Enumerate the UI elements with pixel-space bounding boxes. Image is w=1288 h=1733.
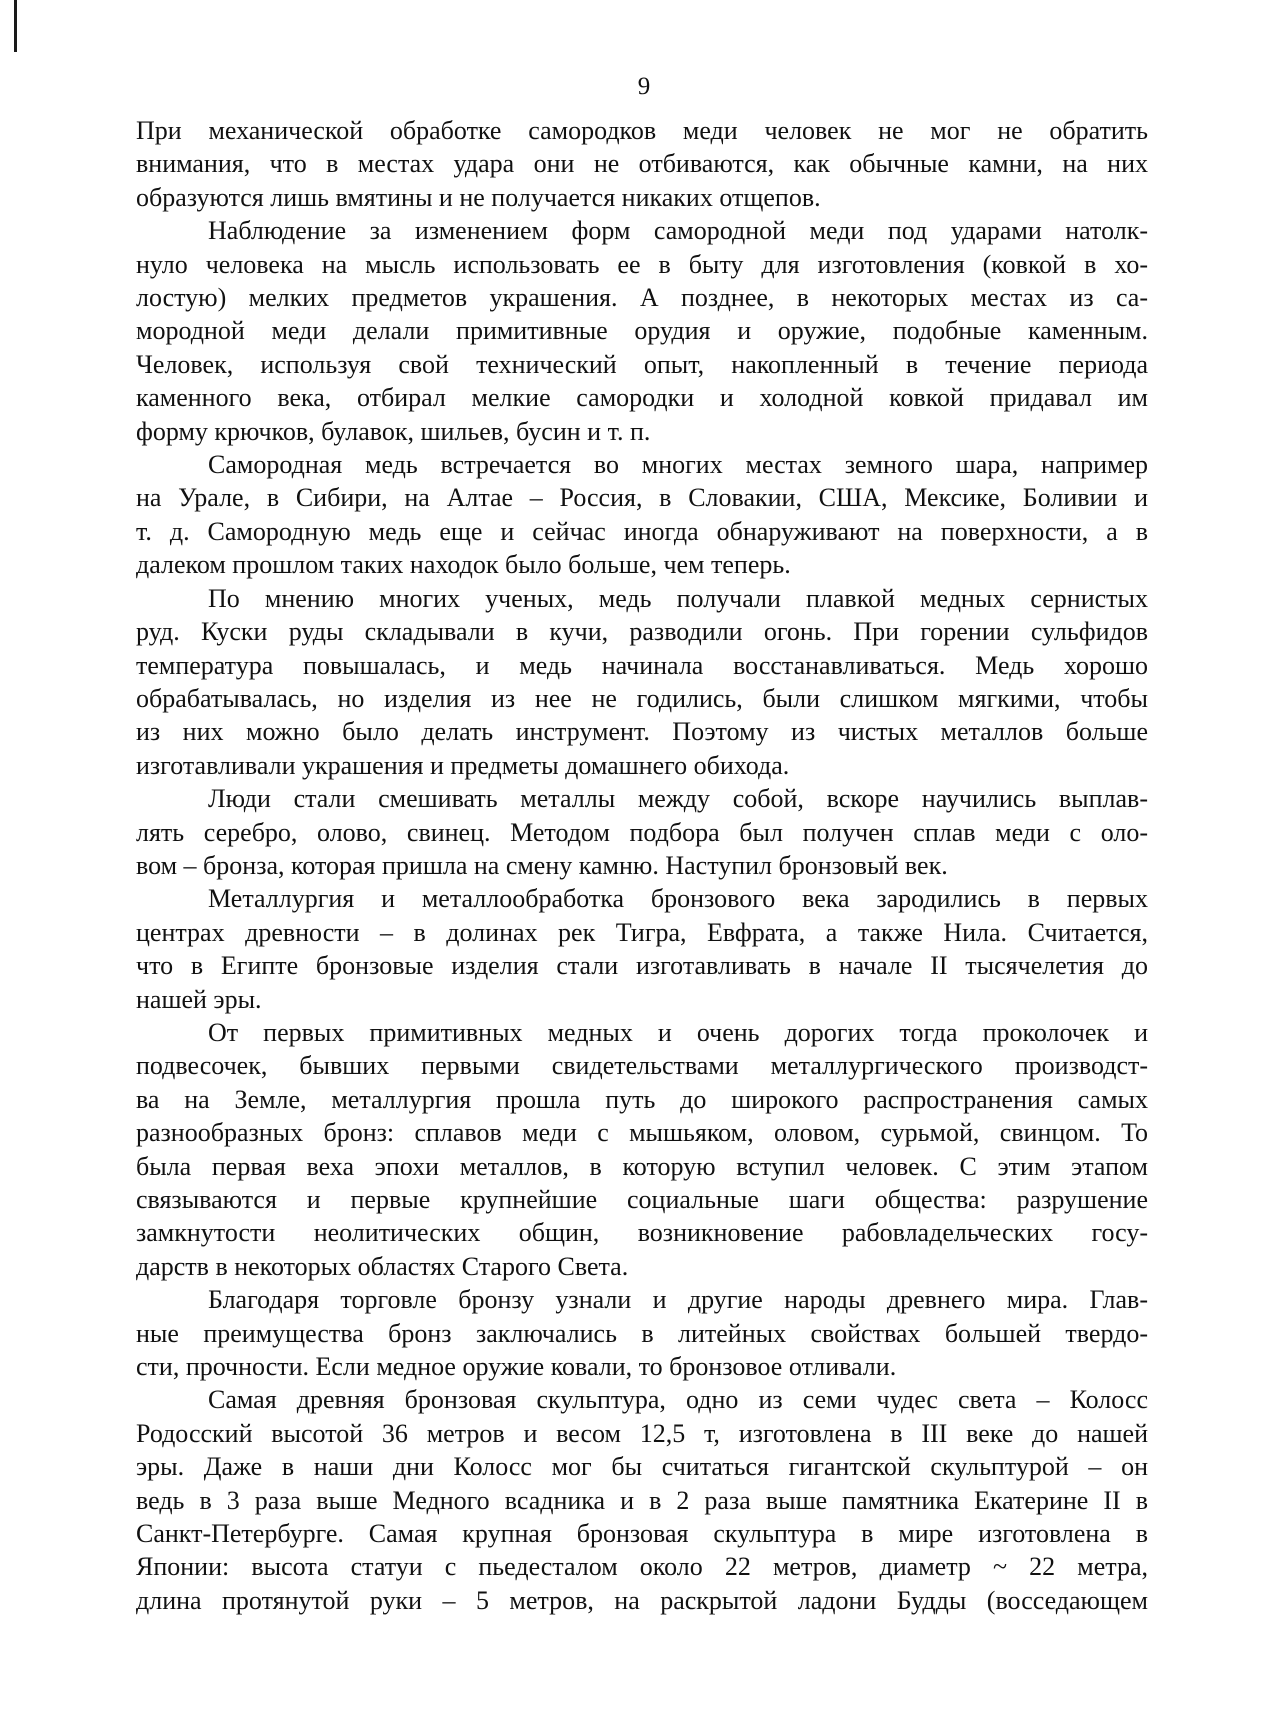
text-line: обрабатывалась, но изделия из нее не годились, были слишком мягкими, чтобы bbox=[136, 683, 1148, 713]
text-line: лять серебро, олово, свинец. Методом подбора был получен сплав меди с оло- bbox=[136, 817, 1148, 847]
text-line: Металлургия и металлообработка бронзового века зародились в первых bbox=[208, 884, 1148, 914]
text-line: нуло человека на мысль использовать ее в быту для изготовления (ковкой в хо- bbox=[136, 249, 1148, 279]
paragraph bbox=[136, 882, 1148, 1016]
text-line: По мнению многих ученых, медь получали плавкой медных сернистых bbox=[208, 583, 1148, 613]
text-line: изготавливали украшения и предметы домашнего обихода. bbox=[136, 750, 790, 780]
text-line: мородной меди делали примитивные орудия и оружие, подобные каменным. bbox=[136, 316, 1148, 346]
text-line: Люди стали смешивать металлы между собой, вскоре научились выплав- bbox=[208, 784, 1148, 814]
text-line: ведь в 3 раза выше Медного всадника и в 2 раза выше памятника Екатерине II в bbox=[136, 1485, 1148, 1515]
text-line: руд. Куски руды складывали в кучи, разводили огонь. При горении сульфидов bbox=[136, 617, 1148, 647]
text-line: Благодаря торговле бронзу узнали и другие народы древнего мира. Глав- bbox=[208, 1285, 1148, 1315]
text-line: дарств в некоторых областях Старого Света. bbox=[136, 1251, 629, 1281]
text-line: длина протянутой руки – 5 метров, на раскрытой ладони Будды (восседающем bbox=[136, 1585, 1148, 1615]
paragraph bbox=[136, 1283, 1148, 1383]
text-line: центрах древности – в долинах рек Тигра, Евфрата, а также Нила. Считается, bbox=[136, 917, 1148, 947]
paragraph bbox=[136, 1016, 1148, 1283]
text-line: на Урале, в Сибири, на Алтае – Россия, в Словакии, США, Мексике, Боливии и bbox=[136, 483, 1148, 513]
text-line: сти, прочности. Если медное оружие ковали, то бронзовое отливали. bbox=[136, 1352, 897, 1382]
paragraph bbox=[136, 214, 1148, 448]
text-line: далеком прошлом таких находок было больше, чем теперь. bbox=[136, 550, 791, 580]
text-line: разнообразных бронз: сплавов меди с мышьяком, оловом, сурьмой, свинцом. То bbox=[136, 1118, 1148, 1148]
paragraph bbox=[136, 782, 1148, 882]
text-line: ные преимущества бронз заключались в литейных свойствах большей твердо- bbox=[136, 1318, 1148, 1348]
text-line: Наблюдение за изменением форм самородной меди под ударами натолк- bbox=[208, 216, 1148, 246]
text-line: была первая веха эпохи металлов, в которую вступил человек. С этим этапом bbox=[136, 1151, 1148, 1181]
text-line: внимания, что в местах удара они не отбиваются, как обычные камни, на них bbox=[136, 149, 1148, 179]
text-line: замкнутости неолитических общин, возникновение рабовладельческих госу- bbox=[136, 1218, 1148, 1248]
text-line: температура повышалась, и медь начинала восстанавливаться. Медь хорошо bbox=[136, 650, 1148, 680]
scan-edge-mark bbox=[14, 0, 17, 52]
text-line: От первых примитивных медных и очень дорогих тогда проколочек и bbox=[208, 1017, 1148, 1047]
text-line: Человек, используя свой технический опыт, накопленный в течение периода bbox=[136, 349, 1148, 379]
text-line: т. д. Самородную медь еще и сейчас иногда обнаруживают на поверхности, а в bbox=[136, 516, 1148, 546]
text-line: нашей эры. bbox=[136, 984, 262, 1014]
text-line: ва на Земле, металлургия прошла путь до широкого распространения самых bbox=[136, 1084, 1148, 1114]
text-line: Санкт-Петербурге. Самая крупная бронзовая скульптура в мире изготовлена в bbox=[136, 1519, 1148, 1549]
text-line: форму крючков, булавок, шильев, бусин и т. п. bbox=[136, 416, 651, 446]
text-line: каменного века, отбирал мелкие самородки и холодной ковкой придавал им bbox=[136, 383, 1148, 413]
text-line: лостую) мелких предметов украшения. А позднее, в некоторых местах из са- bbox=[136, 283, 1148, 313]
paragraph bbox=[136, 448, 1148, 582]
text-line: подвесочек, бывших первыми свидетельствами металлургического производст- bbox=[136, 1051, 1148, 1081]
text-line: связываются и первые крупнейшие социальные шаги общества: разрушение bbox=[136, 1185, 1148, 1214]
text-line: Самородная медь встречается во многих местах земного шара, например bbox=[208, 450, 1148, 480]
text-line: из них можно было делать инструмент. Поэтому из чистых металлов больше bbox=[136, 717, 1148, 747]
paragraph bbox=[136, 114, 1148, 214]
paragraph bbox=[136, 582, 1148, 782]
text-line: Японии: высота статуи с пьедесталом около 22 метров, диаметр ~ 22 метра, bbox=[136, 1552, 1148, 1582]
text-line: вом – бронза, которая пришла на смену камню. Наступил бронзовый век. bbox=[136, 850, 948, 880]
paragraph bbox=[136, 1383, 1148, 1617]
text-line: что в Египте бронзовые изделия стали изготавливать в начале II тысячелетия до bbox=[136, 951, 1148, 981]
text-line: эры. Даже в наши дни Колосс мог бы считаться гигантской скульптурой – он bbox=[136, 1452, 1148, 1482]
text-line: Самая древняя бронзовая скульптура, одно из семи чудес света – Колосс bbox=[208, 1385, 1148, 1415]
page-number: 9 bbox=[637, 73, 651, 100]
text-line: образуются лишь вмятины и не получается никаких отщепов. bbox=[136, 182, 821, 212]
body-text bbox=[136, 114, 1148, 1617]
text-line: При механической обработке самородков меди человек не мог не обратить bbox=[136, 116, 1148, 145]
text-line: Родосский высотой 36 метров и весом 12,5 т, изготовлена в III веке до нашей bbox=[136, 1418, 1148, 1448]
